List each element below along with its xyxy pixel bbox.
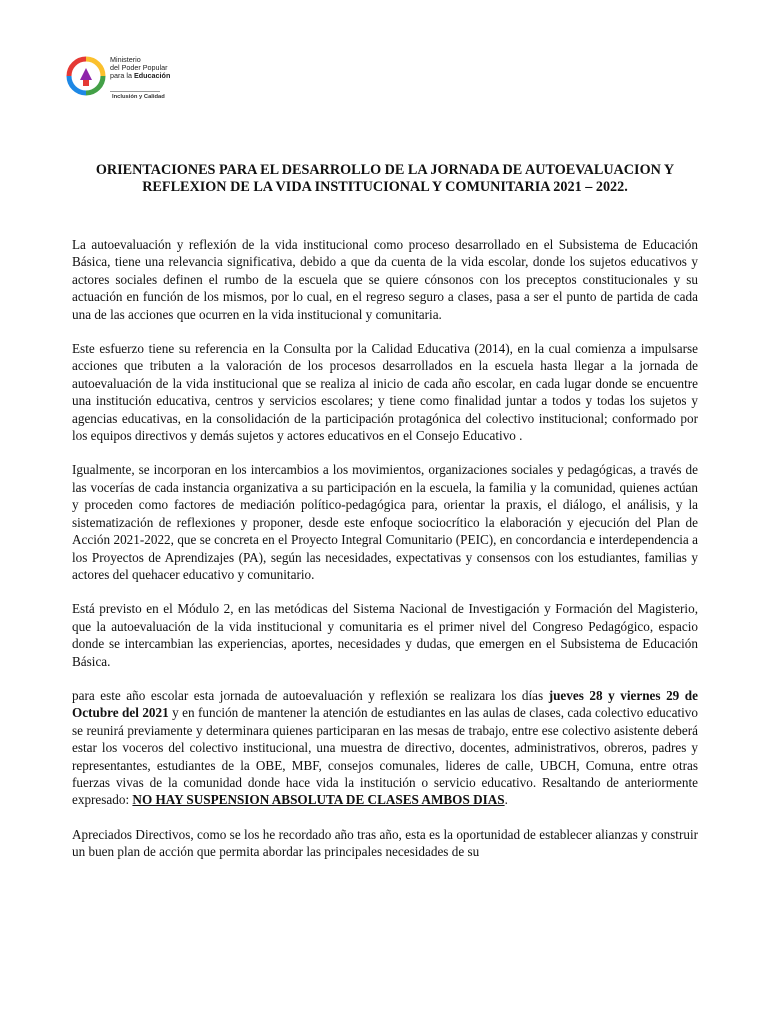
dates-highlight: jueves 28 y viernes 29 de Octubre del 2021 — [72, 687, 698, 721]
ministry-logo — [66, 50, 184, 112]
document-title: ORIENTACIONES PARA EL DESARROLLO DE LA JORNADA DE AUTOEVALUACION Y REFLEXION DE LA VIDA INSTITUCIONAL Y COMUNITARIA 2021 – 2022. — [95, 162, 675, 195]
logo-divider — [110, 91, 160, 92]
paragraph-2: Este esfuerzo tiene su referencia en la Consulta por la Calidad Educativa (2014), en la cual comienza a impulsarse acciones que tributen a la valoración de los procesos desarrollados en la escuela hasta llegar a la jornada de autoevaluación de la vida institucional que se realiza al inicio de cada año escolar, en cada lugar donde se encuentre una institución educativa, centros y servicios escolares; y tiene como finalidad juntar a todos y todas los sujetos y agencias educativas, en la consolidación de la participación protagónica del colectivo institucional; conformado por los equipos directivos y demás sujetos y actores educativos en el Consejo Educativo . — [72, 341, 698, 444]
logo-line-2: del Poder Popular — [110, 63, 168, 72]
paragraph-3: Igualmente, se incorporan en los intercambios a los movimientos, organizaciones sociales y pedagógicas, a través de las vocerías de cada instancia organizativa a su participación en la escuela, la familia y la comunidad, quienes actúan y proceden como factores de mediación político-pedagógica para, orientar la praxis, el diálogo, el análisis, y la sistematización de reflexiones y proponer, desde este enfoque sociocrítico la elaboración y ejecución del Plan de Acción 2021-2022, que se concreta en el Proyecto Integral Comunitario (PEIC), en concordancia e interdependencia a los Proyectos de Aprendizajes (PA), según las necesidades, expectativas y consensos con los estudiantes, familias y actores del quehacer educativo y comunitario. — [72, 462, 698, 582]
paragraph-4: Está previsto en el Módulo 2, en las metódicas del Sistema Nacional de Investigación y Formación del Magisterio, que la autoevaluación de la vida institucional y comunitaria es el primer nivel del Congreso Pedagógico, espacio donde se intercambian las experiencias, aportes, necesidades y dudas, que emergen en el Subsistema de Educación Básica. — [72, 601, 698, 669]
paragraph-6: Apreciados Directivos, como se los he recordado año tras año, esta es la oportunidad de establecer alianzas y construir un buen plan de acción que permita abordar las principales necesidades de su — [72, 826, 698, 860]
paragraph-5: para este año escolar esta jornada de autoevaluación y reflexión se realizara los días jueves 28 y viernes 29 de Octubre del 2021 y en función de mantener la atención de estudiantes en las aulas de clases, cada colectivo educativo se reunirá previamente y determinara quienes participaran en las mesas de trabajo, entre ese colectivo asistente deberá estar los voceros del colectivo institucional, una muestra de directivo, docentes, administrativos, obreros, padres y representantes, estudiantes de la OBE, MBF, consejos comunales, lideres de calle, UBCH, Comuna, entre otras fuerzas vivas de la comunidad donde hace vida la institución o servicio educativo. Resaltando de anteriormente expresado: NO HAY SUSPENSION ABSOLUTA DE CLASES AMBOS DIAS. — [72, 687, 698, 808]
logo-line-1: Ministerio — [110, 55, 141, 64]
ministry-name — [110, 56, 170, 80]
no-suspension-notice: NO HAY SUSPENSION ABSOLUTA DE CLASES AMBOS DIAS — [132, 792, 505, 808]
logo-slogan: Inclusión y Calidad — [112, 94, 165, 100]
document-body — [72, 236, 698, 861]
paragraph-1: La autoevaluación y reflexión de la vida institucional como proceso desarrollado en el Subsistema de Educación Básica, tiene una relevancia significativa, debido a que da cuenta de la vida escolar, donde los sujetos educativos y actores sociales definen el rumbo de la escuela que se quiere cónsonos con los preceptos constitucionales y su actuación en función de los mismos, por lo cual, en el regreso seguro a clases, pasa a ser el punto de partida de cada una de las acciones que ocurren en la vida institucional y comunitaria. — [72, 237, 698, 322]
ministry-emblem-icon — [66, 56, 106, 96]
logo-line-3: para la Educación — [110, 71, 171, 80]
